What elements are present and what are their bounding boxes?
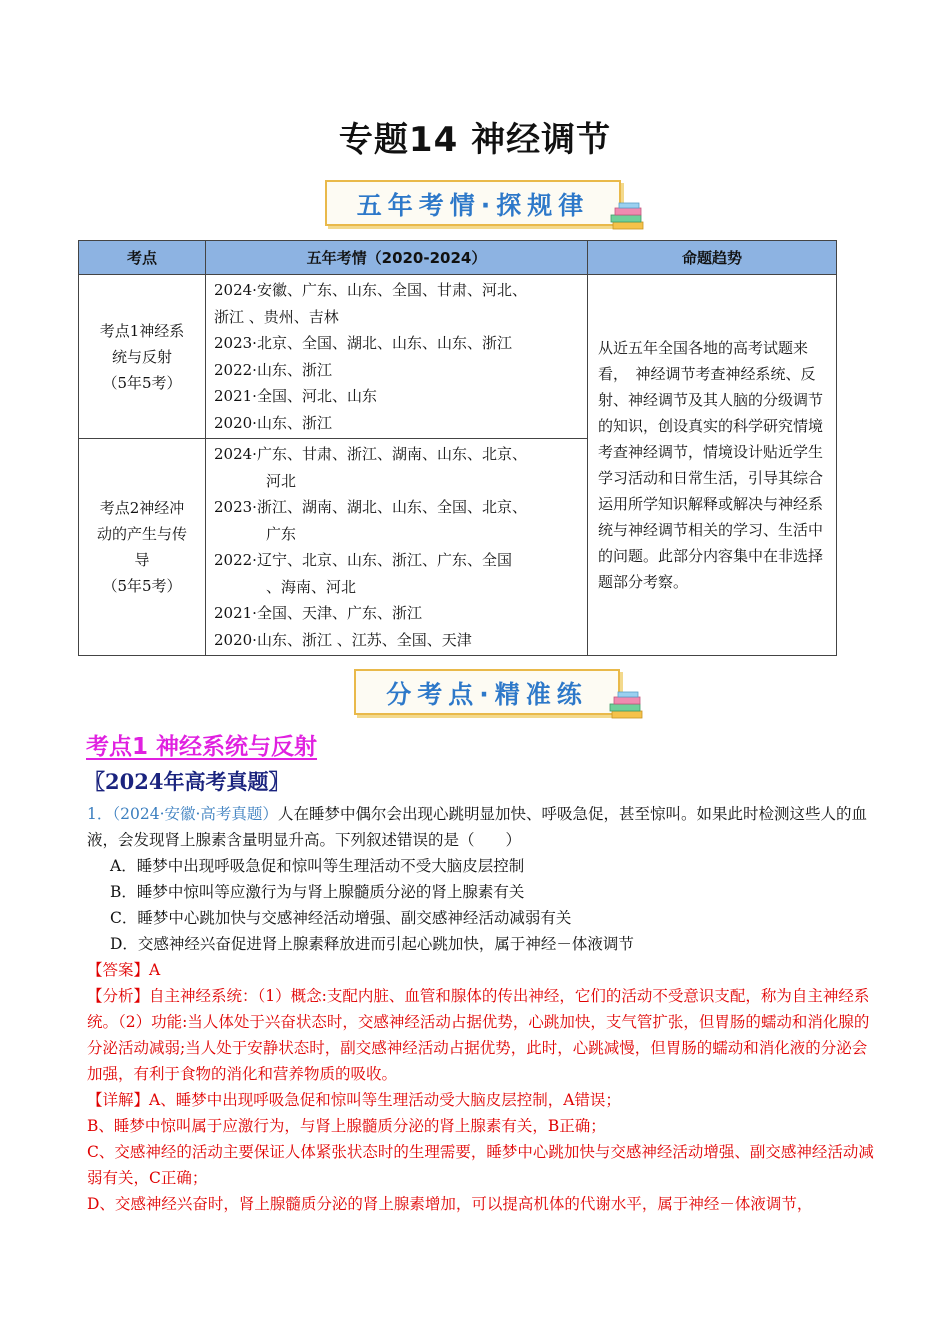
exam-year-line: 2022·辽宁、北京、山东、浙江、广东、全国 xyxy=(214,551,512,569)
banner-exam-overview xyxy=(325,180,621,226)
detail-line: 【详解】A、睡梦中出现呼吸急促和惊叫等生理活动受大脑皮层控制，A错误； xyxy=(87,1091,621,1109)
question-source: （2024·安徽·高考真题） xyxy=(112,805,278,823)
exam-year-line: 2024·广东、甘肃、浙江、湖南、山东、北京、 xyxy=(214,445,527,463)
exam-year-line: 广东 xyxy=(266,524,297,543)
books-icon xyxy=(609,202,645,232)
topic-line: 考点2神经冲 xyxy=(99,499,185,517)
option-a: A．睡梦中出现呼吸急促和惊叫等生理活动不受大脑皮层控制 xyxy=(110,857,525,875)
detail-line: D、交感神经兴奋时，肾上腺髓质分泌的肾上腺素增加，可以提高机体的代谢水平，属于神经－体液调节， xyxy=(87,1195,813,1213)
exam-overview-table xyxy=(78,240,837,656)
exam-year-line: 河北 xyxy=(266,471,297,490)
option-c: C．睡梦中心跳加快与交感神经活动增强、副交感神经活动减弱有关 xyxy=(110,909,572,927)
topic-line: 考点1神经系 xyxy=(99,321,185,340)
topic-cell xyxy=(79,275,206,439)
topic-line: （5年5考） xyxy=(102,577,182,595)
exam-year-line: 2023·北京、全国、湖北、山东、山东、浙江 xyxy=(214,334,512,352)
books-icon xyxy=(608,691,644,721)
option-d: D．交感神经兴奋促进肾上腺素释放进而引起心跳加快，属于神经－体液调节 xyxy=(110,935,634,953)
banner-text: 分考点·精准练 xyxy=(386,680,588,709)
question-number: 1． xyxy=(87,805,113,823)
table-header: 考点 xyxy=(79,241,206,275)
table-header-row xyxy=(79,241,837,275)
detail-line: C、交感神经的活动主要保证人体紧张状态时的生理需要，睡梦中心跳加快与交感神经活动增强、副交感神经活动减弱有关，C正确； xyxy=(87,1143,874,1187)
exam-year-line: 浙江 、贵州、吉林 xyxy=(214,307,339,326)
table-header: 命题趋势 xyxy=(588,241,837,275)
exam-year-line: 2021·全国、河北、山东 xyxy=(214,387,377,405)
topic-line: （5年5考） xyxy=(102,373,182,392)
page-title: 专题14 神经调节 xyxy=(338,120,612,160)
exam-list-cell xyxy=(206,275,588,439)
question-text: 人在睡梦中偶尔会出现心跳明显加快、呼吸急促，甚至惊叫。如果此时检测这些人的血液，会发现肾上腺素含量明显升高。下列叙述错误的是（ ） xyxy=(87,805,867,849)
exam-year-line: 2022·山东、浙江 xyxy=(214,360,332,379)
exam-year-line: 2023·浙江、湖南、湖北、山东、全国、北京、 xyxy=(214,498,527,516)
exam-year-line: 、海南、河北 xyxy=(266,577,357,596)
exam-year-line: 2021·全国、天津、广东、浙江 xyxy=(214,604,422,622)
exam-list-cell xyxy=(206,439,588,656)
detail-line: B、睡梦中惊叫属于应激行为，与肾上腺髓质分泌的肾上腺素有关，B正确； xyxy=(87,1117,606,1135)
option-b: B．睡梦中惊叫等应激行为与肾上腺髓质分泌的肾上腺素有关 xyxy=(110,883,525,901)
exam-year-line: 2020·山东、浙江 xyxy=(214,413,332,432)
topic-line: 动的产生与传 xyxy=(96,525,187,543)
banner-practice xyxy=(354,669,620,715)
answer: 【答案】A xyxy=(87,961,161,979)
question-stem xyxy=(87,801,877,853)
topic-cell xyxy=(79,439,206,656)
topic-line: 导 xyxy=(134,551,150,569)
table-row xyxy=(79,275,837,439)
analysis: 【分析】自主神经系统：（1）概念:支配内脏、血管和腺体的传出神经，它们的活动不受意识支配，称为自主神经系统。（2）功能:当人体处于兴奋状态时，交感神经活动占据优势，心跳加快，支气管扩张，但胃肠的蠕动和消化腺的分泌活动减弱;当人处于安静状态时，副交感神经活动占据优势，此时，心跳减慢，但胃肠的蠕动和消化液的分泌会加强，有利于食物的消化和营养物质的吸收。 xyxy=(87,987,870,1083)
exam-year-line: 2024·安徽、广东、山东、全国、甘肃、河北、 xyxy=(214,281,527,299)
table-header: 五年考情（2020-2024） xyxy=(206,241,588,275)
subsection-heading: 〖2024年高考真题〗 xyxy=(84,769,290,794)
section-heading: 考点1 神经系统与反射 xyxy=(86,734,318,760)
banner-text: 五年考情·探规律 xyxy=(356,191,590,220)
trend-cell: 从近五年全国各地的高考试题来看， 神经调节考查神经系统、反射、神经调节及其人脑的分级调节的知识，创设真实的科学研究情境考查神经调节，情境设计贴近学生学习活动和日常生活，引导其综合运用所学知识解释或解决与神经系统与神经调节相关的学习、生活中的问题。此部分内容集中在非选择题部分考察。 xyxy=(588,275,837,656)
question-block xyxy=(87,801,877,1217)
topic-line: 统与反射 xyxy=(111,347,172,366)
exam-year-line: 2020·山东、浙江 、江苏、全国、天津 xyxy=(214,630,472,649)
